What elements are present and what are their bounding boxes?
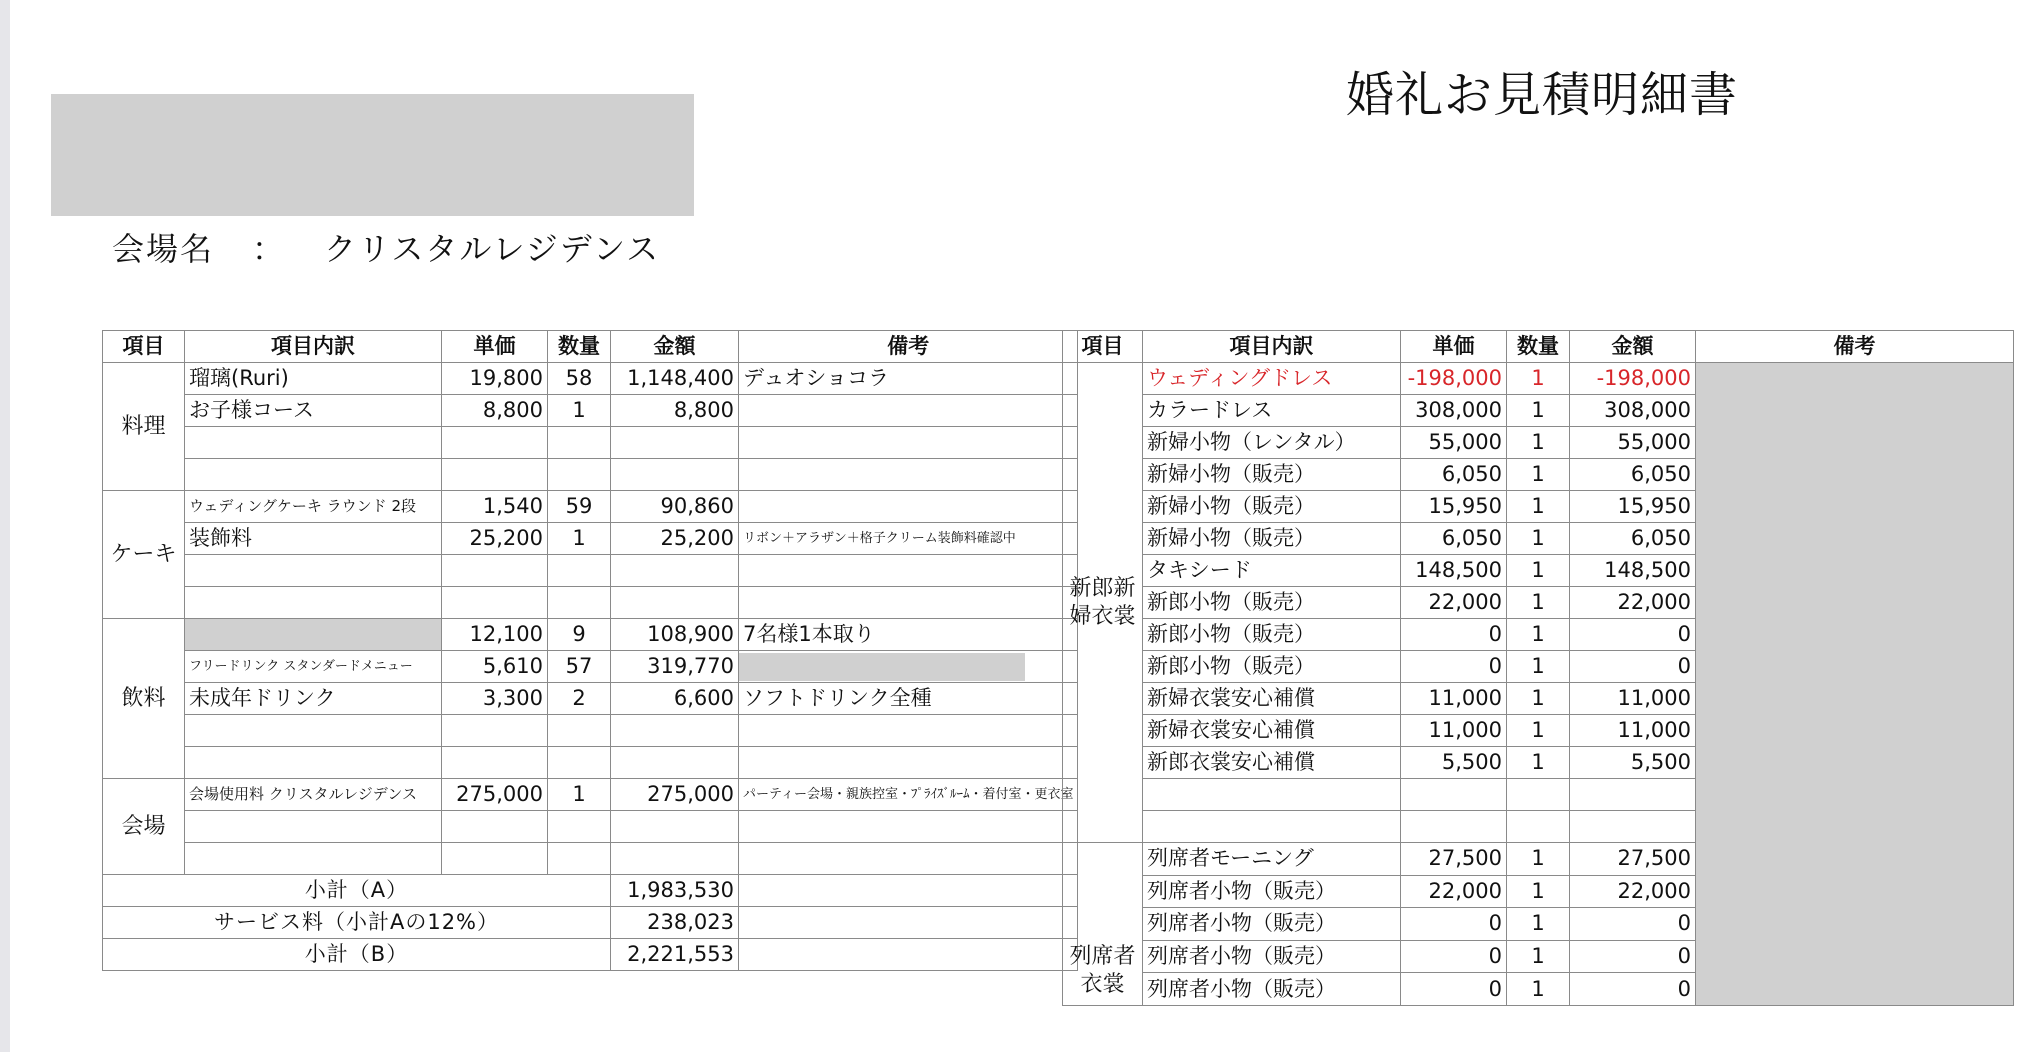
row-qty: 58 xyxy=(548,363,611,395)
row-amount: 275,000 xyxy=(611,779,739,811)
row-qty: 1 xyxy=(1507,908,1570,941)
row-unit-price: 22,000 xyxy=(1401,587,1507,619)
row-qty: 1 xyxy=(1507,587,1570,619)
row-unit-price: 5,610 xyxy=(442,651,548,683)
header-notes: 備考 xyxy=(739,331,1078,363)
row-amount: 1,148,400 xyxy=(611,363,739,395)
table-row xyxy=(103,363,1078,395)
table-row-empty xyxy=(103,427,1078,459)
row-detail-redacted xyxy=(185,619,442,651)
row-amount: 22,000 xyxy=(1570,875,1696,908)
row-qty: 1 xyxy=(1507,395,1570,427)
row-detail: フリードリンク スタンダードメニュー xyxy=(185,651,442,683)
subtotal-b-amount: 2,221,553 xyxy=(611,939,739,971)
row-unit-price: 8,800 xyxy=(442,395,548,427)
row-detail: 新婦衣裳安心補償 xyxy=(1143,715,1401,747)
header-notes: 備考 xyxy=(1696,331,2014,363)
row-unit-price: 11,000 xyxy=(1401,715,1507,747)
row-unit-price: 308,000 xyxy=(1401,395,1507,427)
row-unit-price: 148,500 xyxy=(1401,555,1507,587)
table-row-empty xyxy=(103,555,1078,587)
row-detail: 未成年ドリンク xyxy=(185,683,442,715)
row-qty: 1 xyxy=(1507,843,1570,876)
table-row-empty xyxy=(103,843,1078,875)
venue-separator: ： xyxy=(252,230,287,268)
row-detail: 列席者小物（販売） xyxy=(1143,908,1401,941)
row-amount: 5,500 xyxy=(1570,747,1696,779)
table-row xyxy=(103,779,1078,811)
row-detail: 新郎小物（販売） xyxy=(1143,619,1401,651)
row-note: ソフトドリンク全種 xyxy=(739,683,1078,715)
row-qty: 1 xyxy=(1507,363,1570,395)
category-hall: 会場 xyxy=(103,779,185,875)
header-item: 項目 xyxy=(103,331,185,363)
row-unit-price: 27,500 xyxy=(1401,843,1507,876)
table-row-empty xyxy=(103,811,1078,843)
row-qty: 59 xyxy=(548,491,611,523)
row-unit-price: 6,050 xyxy=(1401,523,1507,555)
subtotal-b-row xyxy=(103,939,1078,971)
row-amount: 27,500 xyxy=(1570,843,1696,876)
subtotal-a-label: 小計（A） xyxy=(103,875,611,907)
row-amount: 6,050 xyxy=(1570,459,1696,491)
row-note: 7名様1本取り xyxy=(739,619,1078,651)
row-note: パーティー会場・親族控室・ﾌﾟﾗｲｽﾞﾙｰﾑ・着付室・更衣室 xyxy=(739,779,1078,811)
row-detail: 新郎小物（販売） xyxy=(1143,651,1401,683)
table-row xyxy=(103,395,1078,427)
row-qty: 1 xyxy=(1507,940,1570,973)
header-qty: 数量 xyxy=(1507,331,1570,363)
row-unit-price: 0 xyxy=(1401,651,1507,683)
row-amount: 11,000 xyxy=(1570,683,1696,715)
row-detail: 新郎小物（販売） xyxy=(1143,587,1401,619)
row-note xyxy=(739,491,1078,523)
row-detail: 新郎衣裳安心補償 xyxy=(1143,747,1401,779)
header-qty: 数量 xyxy=(548,331,611,363)
row-amount: 11,000 xyxy=(1570,715,1696,747)
row-detail: 列席者モーニング xyxy=(1143,843,1401,876)
table-row xyxy=(103,491,1078,523)
row-qty: 1 xyxy=(1507,651,1570,683)
redacted-notes-column xyxy=(1696,363,2014,1006)
row-qty: 1 xyxy=(1507,523,1570,555)
row-unit-price: 11,000 xyxy=(1401,683,1507,715)
header-amount: 金額 xyxy=(611,331,739,363)
row-unit-price: 19,800 xyxy=(442,363,548,395)
left-estimate-table xyxy=(102,330,1078,971)
row-unit-price: 0 xyxy=(1401,908,1507,941)
row-amount: 0 xyxy=(1570,973,1696,1006)
table-row-empty xyxy=(103,459,1078,491)
row-note-redacted xyxy=(739,651,1078,683)
row-detail: 新婦小物（レンタル） xyxy=(1143,427,1401,459)
row-unit-price: 15,950 xyxy=(1401,491,1507,523)
category-attendee-attire xyxy=(1063,843,1143,1006)
table-row xyxy=(1063,363,2014,395)
row-detail: 新婦小物（販売） xyxy=(1143,459,1401,491)
row-detail: 装飾料 xyxy=(185,523,442,555)
row-detail: 列席者小物（販売） xyxy=(1143,973,1401,1006)
row-qty: 1 xyxy=(548,779,611,811)
table-row xyxy=(103,523,1078,555)
row-detail: お子様コース xyxy=(185,395,442,427)
row-amount: 55,000 xyxy=(1570,427,1696,459)
row-qty: 1 xyxy=(1507,619,1570,651)
table-header-row xyxy=(1063,331,2014,363)
row-amount: 319,770 xyxy=(611,651,739,683)
venue-line xyxy=(112,224,660,270)
header-amount: 金額 xyxy=(1570,331,1696,363)
row-detail: カラードレス xyxy=(1143,395,1401,427)
row-amount: 108,900 xyxy=(611,619,739,651)
page-title: 婚礼お見積明細書 xyxy=(1346,67,1739,123)
row-detail: 列席者小物（販売） xyxy=(1143,875,1401,908)
row-unit-price: 22,000 xyxy=(1401,875,1507,908)
redacted-header-block xyxy=(51,94,694,216)
row-unit-price: 1,540 xyxy=(442,491,548,523)
category-couple-attire: 新郎新婦衣裳 xyxy=(1063,363,1143,843)
row-detail: タキシード xyxy=(1143,555,1401,587)
row-qty: 1 xyxy=(1507,491,1570,523)
table-header-row xyxy=(103,331,1078,363)
row-qty: 57 xyxy=(548,651,611,683)
row-amount: 0 xyxy=(1570,651,1696,683)
service-fee-amount: 238,023 xyxy=(611,907,739,939)
row-note xyxy=(739,395,1078,427)
row-amount: 308,000 xyxy=(1570,395,1696,427)
row-unit-price: 3,300 xyxy=(442,683,548,715)
service-fee-label: サービス料（小計Aの12%） xyxy=(103,907,611,939)
row-note: リボン＋アラザン＋格子クリーム装飾料確認中 xyxy=(739,523,1078,555)
service-fee-row xyxy=(103,907,1078,939)
table-row xyxy=(103,651,1078,683)
row-unit-price: 55,000 xyxy=(1401,427,1507,459)
row-qty: 1 xyxy=(1507,747,1570,779)
row-amount: 90,860 xyxy=(611,491,739,523)
row-amount: 22,000 xyxy=(1570,587,1696,619)
venue-label: 会場名 xyxy=(112,230,215,268)
subtotal-a-row xyxy=(103,875,1078,907)
category-attendee-attire-label: 列席者衣裳 xyxy=(1069,944,1136,997)
row-unit-price: 275,000 xyxy=(442,779,548,811)
header-unit-price: 単価 xyxy=(442,331,548,363)
row-amount: 25,200 xyxy=(611,523,739,555)
table-row xyxy=(103,683,1078,715)
subtotal-a-amount: 1,983,530 xyxy=(611,875,739,907)
header-detail: 項目内訳 xyxy=(185,331,442,363)
row-amount: 0 xyxy=(1570,940,1696,973)
row-note: デュオショコラ xyxy=(739,363,1078,395)
row-detail: 会場使用料 クリスタルレジデンス xyxy=(185,779,442,811)
row-detail: 新婦小物（販売） xyxy=(1143,491,1401,523)
header-item: 項目 xyxy=(1063,331,1143,363)
row-qty: 1 xyxy=(1507,875,1570,908)
row-amount: 6,050 xyxy=(1570,523,1696,555)
subtotal-b-label: 小計（B） xyxy=(103,939,611,971)
row-qty: 2 xyxy=(548,683,611,715)
table-row-empty xyxy=(103,747,1078,779)
row-detail: 新婦衣裳安心補償 xyxy=(1143,683,1401,715)
header-detail: 項目内訳 xyxy=(1143,331,1401,363)
row-qty: 1 xyxy=(548,395,611,427)
row-detail: 新婦小物（販売） xyxy=(1143,523,1401,555)
row-unit-price: 0 xyxy=(1401,973,1507,1006)
row-unit-price: 25,200 xyxy=(442,523,548,555)
redacted-note xyxy=(739,653,1025,681)
row-unit-price: 12,100 xyxy=(442,619,548,651)
row-unit-price: 0 xyxy=(1401,619,1507,651)
row-unit-price: -198,000 xyxy=(1401,363,1507,395)
row-qty: 1 xyxy=(1507,555,1570,587)
row-unit-price: 5,500 xyxy=(1401,747,1507,779)
row-unit-price: 0 xyxy=(1401,940,1507,973)
row-amount: -198,000 xyxy=(1570,363,1696,395)
row-amount: 0 xyxy=(1570,908,1696,941)
category-drinks: 飲料 xyxy=(103,619,185,779)
category-cake: ケーキ xyxy=(103,491,185,619)
right-estimate-table xyxy=(1062,330,2014,1006)
row-qty: 1 xyxy=(1507,459,1570,491)
row-detail: ウェディングドレス xyxy=(1143,363,1401,395)
row-amount: 6,600 xyxy=(611,683,739,715)
row-amount: 148,500 xyxy=(1570,555,1696,587)
row-detail: 列席者小物（販売） xyxy=(1143,940,1401,973)
row-qty: 1 xyxy=(548,523,611,555)
header-unit-price: 単価 xyxy=(1401,331,1507,363)
row-detail: 瑠璃(Ruri) xyxy=(185,363,442,395)
row-qty: 1 xyxy=(1507,683,1570,715)
table-row xyxy=(103,619,1078,651)
row-amount: 15,950 xyxy=(1570,491,1696,523)
row-qty: 1 xyxy=(1507,427,1570,459)
row-amount: 8,800 xyxy=(611,395,739,427)
row-qty: 1 xyxy=(1507,715,1570,747)
table-row-empty xyxy=(103,587,1078,619)
row-amount: 0 xyxy=(1570,619,1696,651)
table-row-empty xyxy=(103,715,1078,747)
row-qty: 1 xyxy=(1507,973,1570,1006)
row-detail: ウェディングケーキ ラウンド 2段 xyxy=(185,491,442,523)
window-edge xyxy=(0,0,10,1052)
venue-name: クリスタルレジデンス xyxy=(324,230,661,268)
row-unit-price: 6,050 xyxy=(1401,459,1507,491)
category-cuisine: 料理 xyxy=(103,363,185,491)
row-qty: 9 xyxy=(548,619,611,651)
